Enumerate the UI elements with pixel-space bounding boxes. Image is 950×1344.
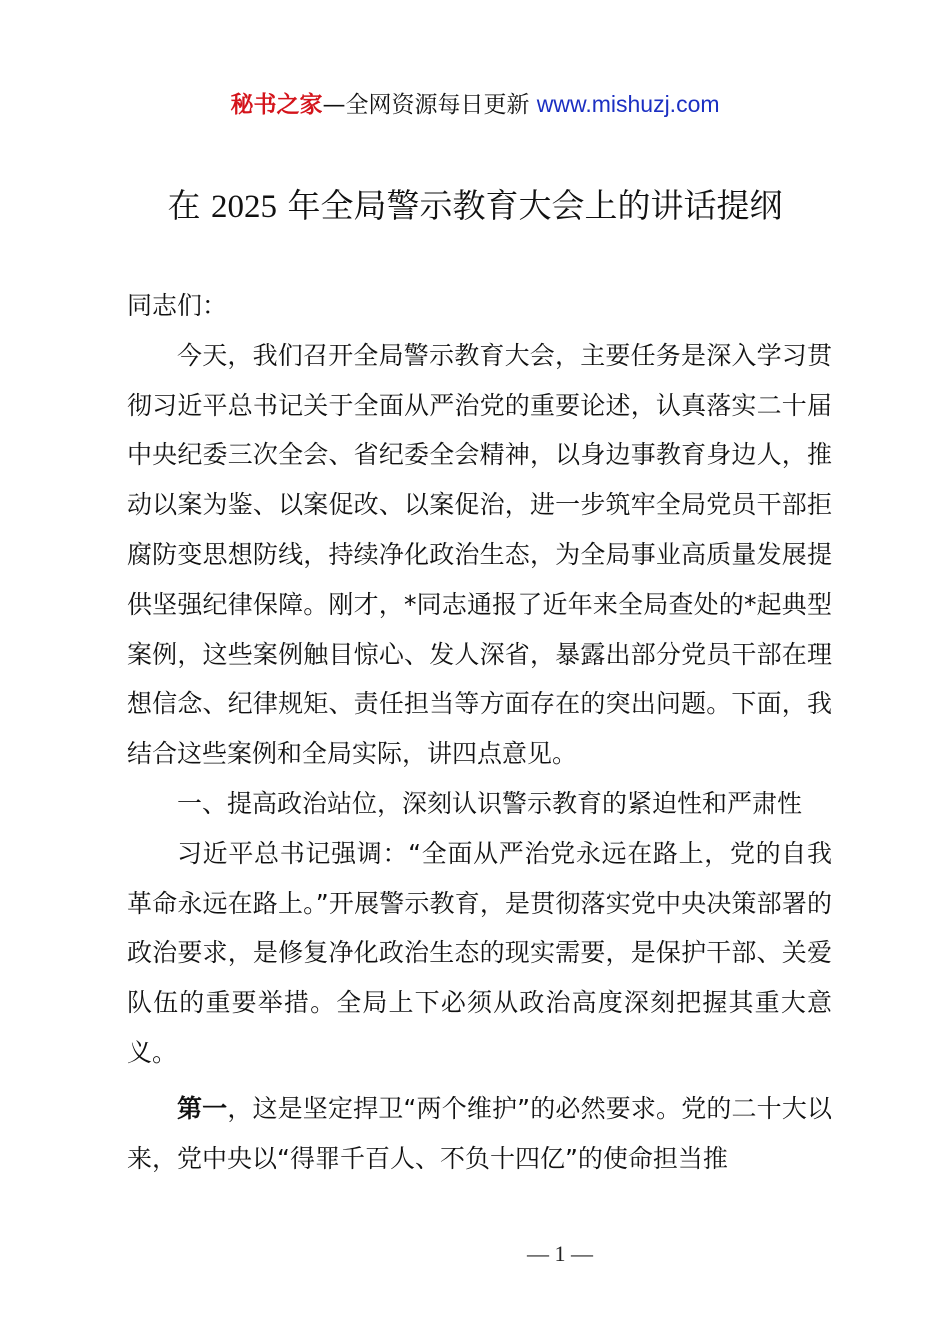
point-1-text: ，这是坚定捍卫“两个维护”的必然要求。党的二十大以来，党中央以“得罪千百人、不负十四亿”的使命担当推 <box>127 1093 832 1173</box>
document-body <box>127 281 832 1183</box>
site-banner <box>0 88 950 121</box>
site-tagline: —全网资源每日更新 <box>322 92 537 118</box>
site-brand: 秘书之家 <box>230 92 323 118</box>
title-suffix: 年全局警示教育大会上的讲话提纲 <box>277 186 783 225</box>
document-title <box>0 182 950 231</box>
intro-paragraph: 今天，我们召开全局警示教育大会，主要任务是深入学习贯彻习近平总书记关于全面从严治党的重要论述，认真落实二十届中央纪委三次全会、省纪委全会精神，以身边事教育身边人，推动以案为鉴、以案促改、以案促治，进一步筑牢全局党员干部拒腐防变思想防线，持续净化政治生态，为全局事业高质量发展提供坚强纪律保障。刚才，*同志通报了近年来全局查处的*起典型案例，这些案例触目惊心、发人深省，暴露出部分党员干部在理想信念、纪律规矩、责任担当等方面存在的突出问题。下面，我结合这些案例和全局实际，讲四点意见。 <box>127 340 832 769</box>
site-url-link[interactable]: www.mishuzj.com <box>536 91 720 117</box>
point-1-paragraph <box>127 1084 832 1184</box>
title-prefix: 在 <box>167 186 211 225</box>
title-year: 2025 <box>211 189 277 225</box>
point-1-lead: 第一 <box>177 1093 228 1123</box>
page-number: — 1 — <box>527 1241 593 1266</box>
section-1-paragraph: 习近平总书记强调：“全面从严治党永远在路上，党的自我革命永远在路上。”开展警示教育，是贯彻落实党中央决策部署的政治要求，是修复净化政治生态的现实需要，是保护干部、关爱队伍的重要举措。全局上下必须从政治高度深刻把握其重大意义。 <box>127 838 832 1067</box>
section-heading-1: 一、提高政治站位，深刻认识警示教育的紧迫性和严肃性 <box>177 788 803 818</box>
salutation: 同志们： <box>127 291 228 320</box>
